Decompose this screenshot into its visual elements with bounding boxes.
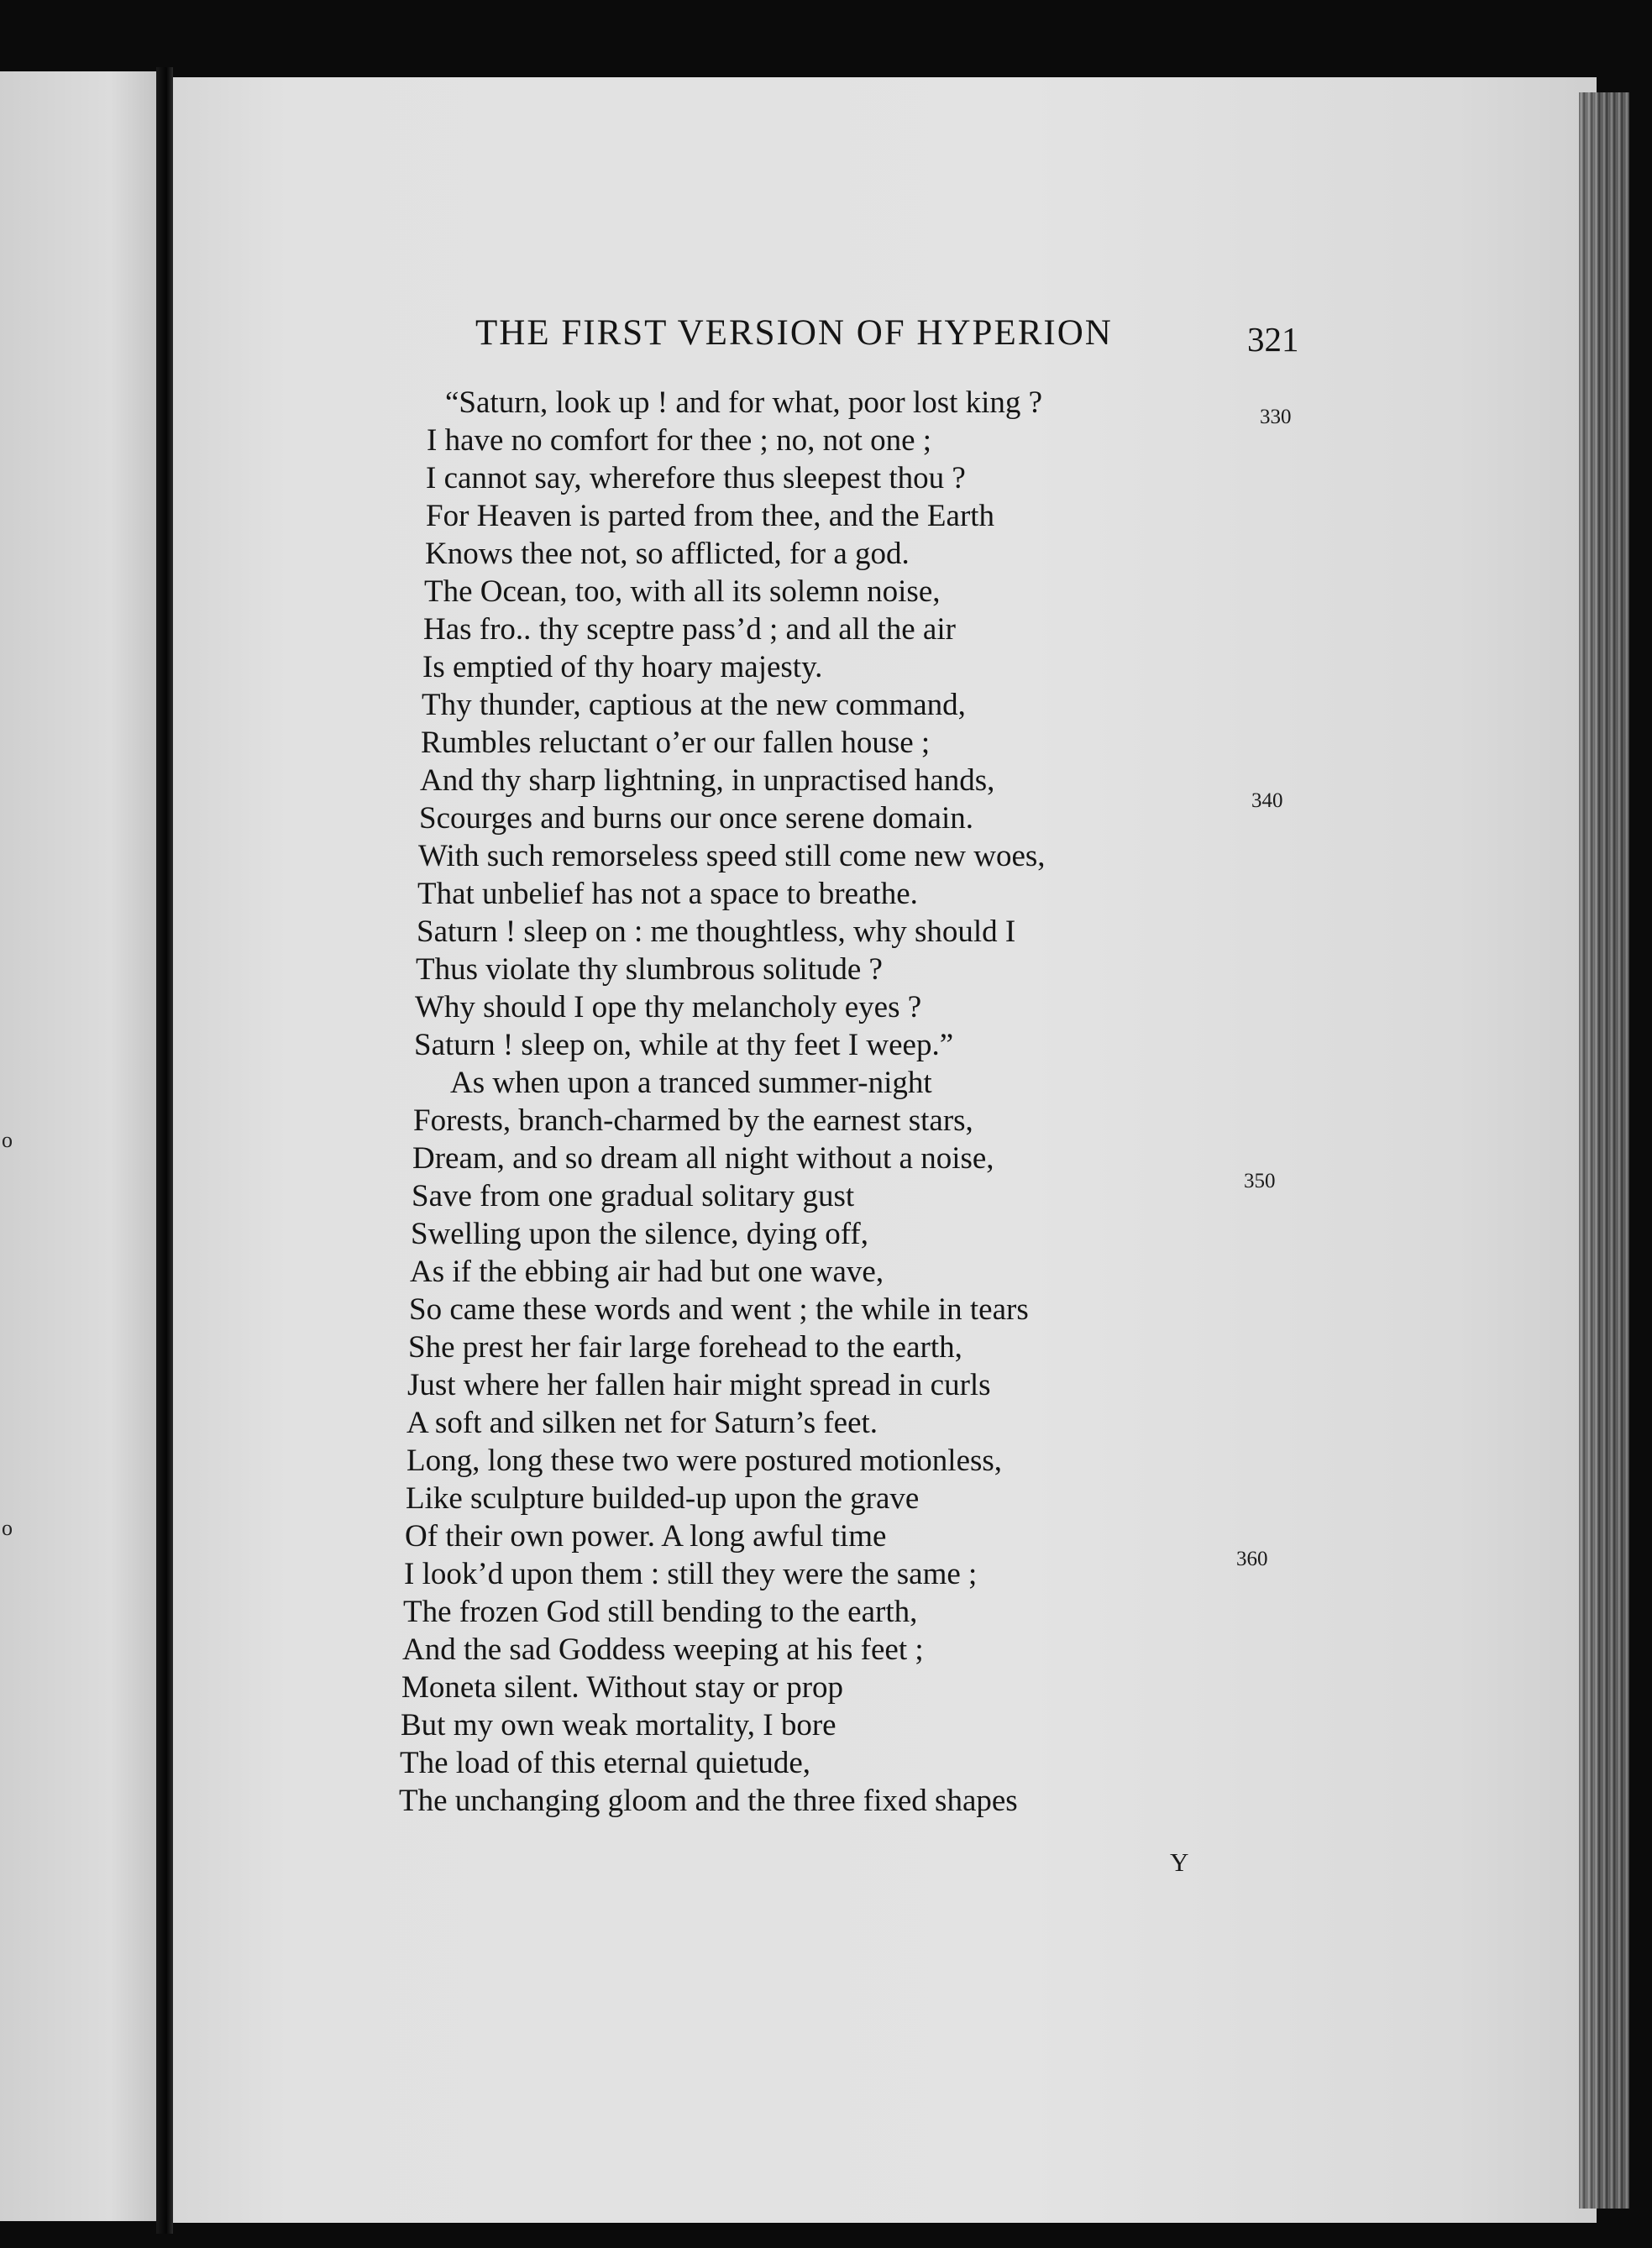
verse-line: She prest her fair large forehead to the earth, — [408, 1330, 962, 1365]
verse-line: I cannot say, wherefore thus sleepest thou ? — [426, 461, 966, 495]
book-gutter — [156, 67, 173, 2234]
verse-line: A soft and silken net for Saturn’s feet. — [406, 1406, 878, 1440]
verse-line: So came these words and went ; the while in tears — [409, 1292, 1029, 1327]
verse-line: Has fro.. thy sceptre pass’d ; and all the air — [423, 612, 956, 647]
verse-line: With such remorseless speed still come new woes, — [418, 839, 1046, 873]
page-edge-shadow — [1579, 92, 1629, 2209]
verse-line: Saturn ! sleep on, while at thy feet I weep.” — [414, 1028, 954, 1062]
verse-line: That unbelief has not a space to breathe. — [417, 877, 918, 911]
verse-line: Why should I ope thy melancholy eyes ? — [415, 990, 922, 1024]
line-number: 360 — [1236, 1548, 1268, 1570]
running-title: THE FIRST VERSION OF HYPERION — [475, 313, 1113, 353]
verse-line: The frozen God still bending to the earth, — [403, 1595, 918, 1629]
verse-line: Save from one gradual solitary gust — [412, 1179, 855, 1213]
verse-line: Swelling upon the silence, dying off, — [411, 1217, 868, 1251]
verse-line: Rumbles reluctant o’er our fallen house ; — [421, 726, 931, 760]
verse-line: Of their own power. A long awful time — [405, 1519, 887, 1554]
verse-line: Thus violate thy slumbrous solitude ? — [416, 952, 883, 987]
verse-line: And the sad Goddess weeping at his feet ; — [402, 1632, 924, 1667]
left-page-mark: o — [2, 1128, 13, 1152]
line-number: 330 — [1260, 406, 1292, 428]
verse-line: “Saturn, look up ! and for what, poor lost king ? — [445, 385, 1043, 420]
signature-mark: Y — [1170, 1847, 1189, 1877]
verse-line: As if the ebbing air had but one wave, — [410, 1255, 884, 1289]
line-number: 340 — [1251, 789, 1283, 812]
verse-line: Dream, and so dream all night without a noise, — [412, 1141, 994, 1176]
verse-line: Is emptied of thy hoary majesty. — [422, 650, 823, 684]
verse-line: Saturn ! sleep on : me thoughtless, why should I — [417, 914, 1016, 949]
verse-line: Forests, branch-charmed by the earnest stars, — [413, 1103, 973, 1138]
left-page-mark: o — [2, 1516, 13, 1540]
verse-line: I have no comfort for thee ; no, not one ; — [427, 423, 932, 458]
verse-line: Scourges and burns our once serene domain. — [419, 801, 974, 836]
verse-line: But my own weak mortality, I bore — [401, 1708, 836, 1742]
facing-page-left — [0, 71, 158, 2221]
verse-line: The Ocean, too, with all its solemn noise, — [424, 574, 941, 609]
verse-line: Long, long these two were postured motionless, — [406, 1444, 1003, 1478]
page-number: 321 — [1247, 320, 1299, 359]
verse-line: I look’d upon them : still they were the same ; — [404, 1557, 978, 1591]
verse-line: And thy sharp lightning, in unpractised hands, — [420, 763, 995, 798]
verse-line: As when upon a tranced summer-night — [450, 1066, 932, 1100]
verse-line: Like sculpture builded-up upon the grave — [406, 1481, 920, 1516]
verse-line: The load of this eternal quietude, — [400, 1746, 811, 1780]
verse-line: Knows thee not, so afflicted, for a god. — [425, 537, 910, 571]
verse-line: Thy thunder, captious at the new command, — [422, 688, 966, 722]
verse-line: Moneta silent. Without stay or prop — [401, 1670, 844, 1705]
line-number: 350 — [1244, 1170, 1276, 1192]
verse-line: For Heaven is parted from thee, and the Earth — [426, 499, 995, 533]
verse-line: The unchanging gloom and the three fixed shapes — [399, 1784, 1018, 1818]
verse-line: Just where her fallen hair might spread in curls — [407, 1368, 991, 1402]
